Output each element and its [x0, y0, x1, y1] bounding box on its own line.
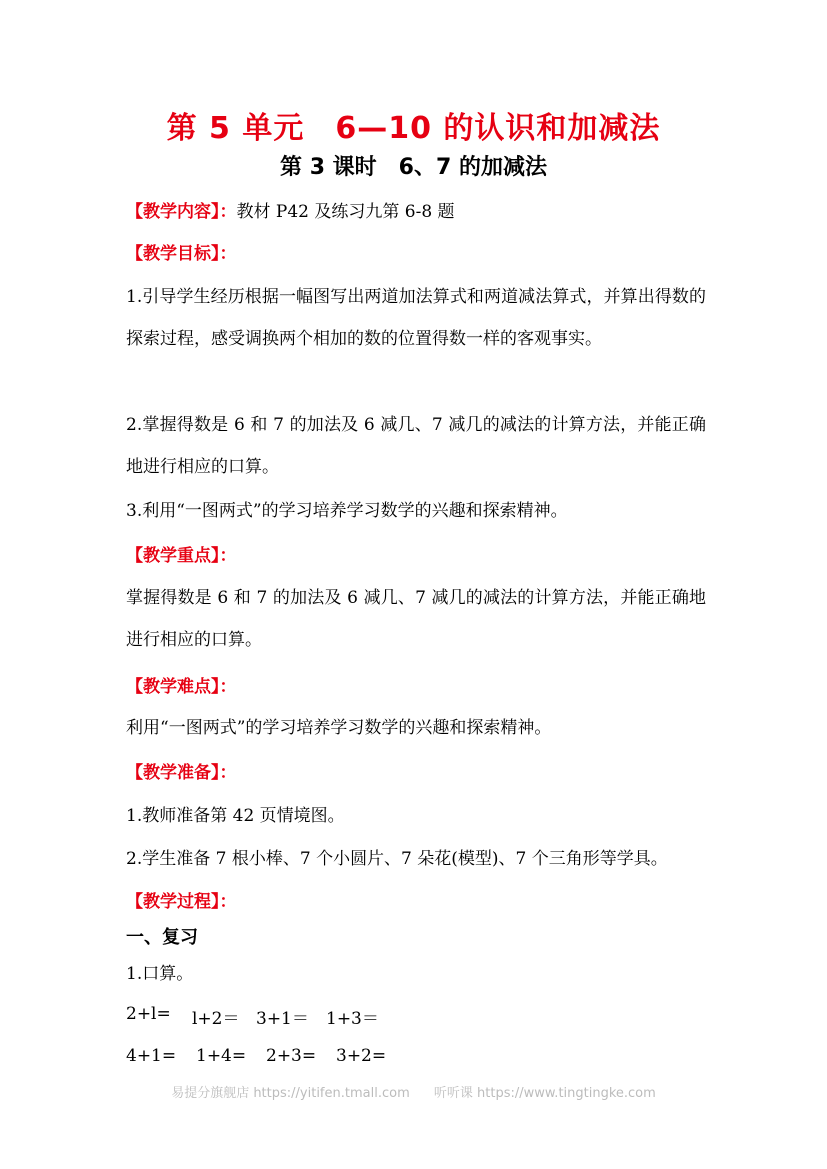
page-title: 第 5 单元 6—10 的认识和加减法 [166, 111, 661, 146]
preparation-item-2: 2.学生准备 7 根小棒、7 个小圆片、7 朵花(模型)、7 个三角形等学具。 [126, 849, 668, 869]
exercise-item: 2+l= [126, 1004, 171, 1024]
preparation-item-1: 1.教师准备第 42 页情境图。 [126, 806, 345, 826]
preparation-line [126, 761, 237, 785]
exercise-item: 3+2= [336, 1046, 387, 1066]
goal-item-2: 2.掌握得数是 6 和 7 的加法及 6 减几、7 减几的减法的计算方法，并能正确地进行相应的口算。 [126, 415, 706, 477]
teaching-content-text: 教材 P42 及练习九第 6-8 题 [236, 202, 455, 222]
exercise-item: 1+4= [196, 1046, 247, 1066]
difficulties-header: 【教学难点】： [126, 677, 237, 697]
teaching-content-line [126, 200, 455, 224]
exercise-item: 3+1＝ [256, 1009, 309, 1029]
oral-calc-label: 1.口算。 [126, 964, 194, 984]
goal-item-1: 1.引导学生经历根据一幅图写出两道加法算式和两道减法算式，并算出得数的探索过程，感受调换两个相加的数的位置得数一样的客观事实。 [126, 287, 706, 349]
section-review-heading: 一、复习 [126, 927, 198, 948]
exercise-item: l+2＝ [192, 1009, 240, 1029]
exercise-item: 2+3= [266, 1046, 317, 1066]
lesson-subtitle: 第 3 课时 6、7 的加减法 [280, 155, 547, 180]
footer-store-link[interactable]: 易提分旗舰店 https://yitifen.tmall.com [171, 1086, 410, 1101]
exercise-row-1 [126, 1004, 396, 1029]
process-header: 【教学过程】： [126, 892, 237, 912]
goal-item-3: 3.利用“一图两式”的学习培养学习数学的兴趣和探索精神。 [126, 501, 568, 521]
exercise-item: 4+1= [126, 1046, 177, 1066]
preparation-header: 【教学准备】： [126, 763, 237, 783]
exercise-row-2 [126, 1046, 406, 1066]
page-footer [0, 1082, 827, 1101]
key-points-text: 掌握得数是 6 和 7 的加法及 6 减几、7 减几的减法的计算方法，并能正确地进行相应的口算。 [126, 588, 706, 650]
key-points-line [126, 544, 237, 568]
footer-site-link[interactable]: 听听课 https://www.tingtingke.com [433, 1086, 656, 1101]
difficulties-line [126, 675, 237, 699]
difficulties-text: 利用“一图两式”的学习培养学习数学的兴趣和探索精神。 [126, 718, 552, 738]
teaching-content-header: 【教学内容】： [126, 202, 237, 222]
process-line [126, 890, 237, 914]
teaching-goals-line [126, 242, 237, 266]
exercise-item: 1+3＝ [326, 1009, 379, 1029]
key-points-header: 【教学重点】： [126, 546, 237, 566]
teaching-goals-header: 【教学目标】： [126, 244, 237, 264]
